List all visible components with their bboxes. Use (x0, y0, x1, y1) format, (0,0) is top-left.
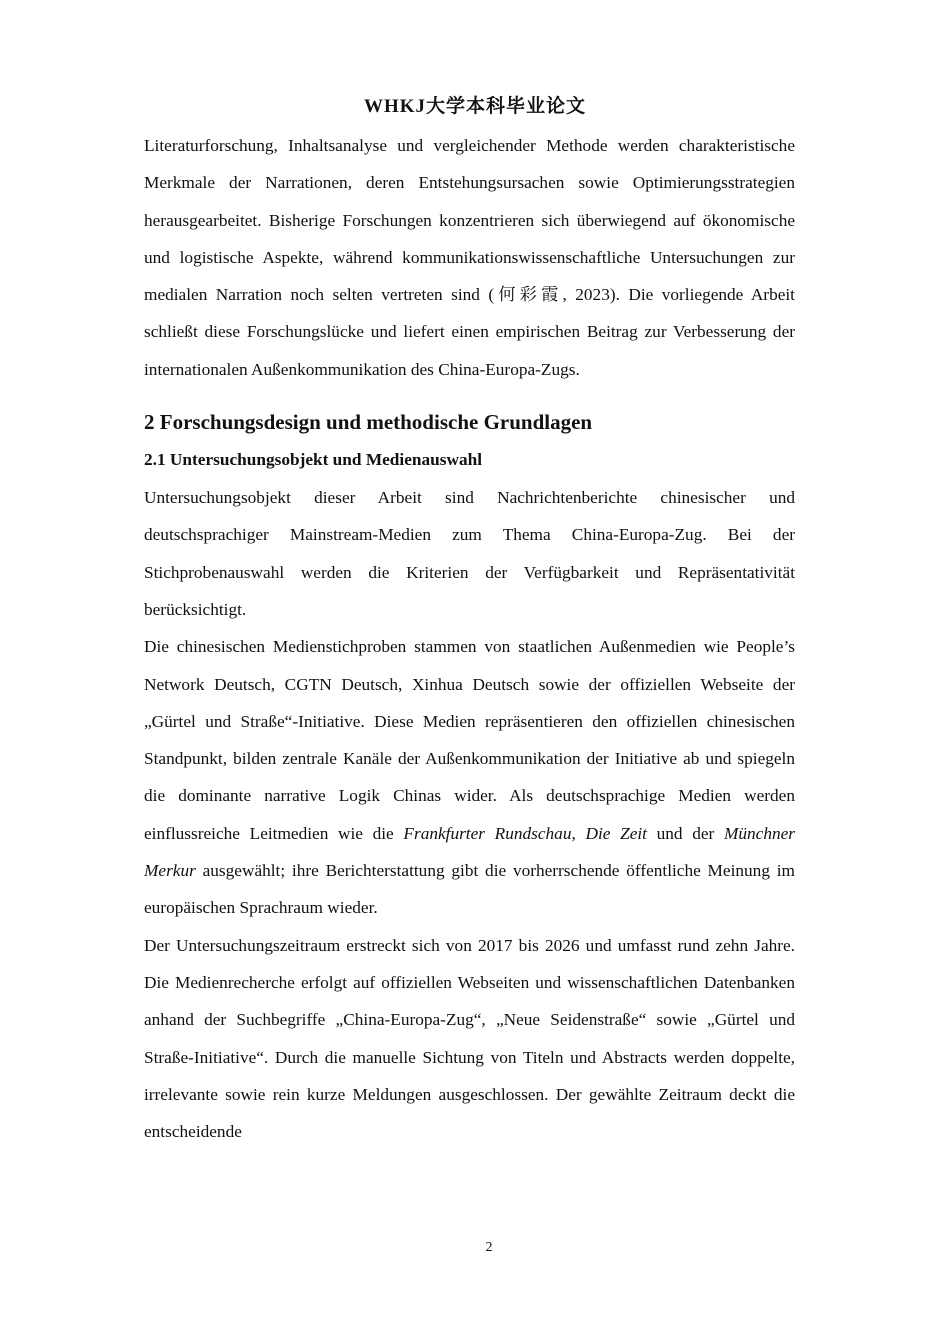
paragraph-2-text-part2: ausgewählt; ihre Berichterstattung gibt die vorherrschende öffentliche Meinung im europäischen Sprachraum wieder. (144, 861, 795, 918)
page-body (144, 127, 795, 1150)
intro-paragraph (144, 127, 795, 388)
section-2-1-heading: 2.1 Untersuchungsobjekt und Medienauswahl (144, 450, 483, 470)
intro-text-part2: , 2023). Die vorliegende Arbeit schließt diese Forschungslücke und liefert einen empirischen Beitrag zur Verbesserung der internationalen Außenkommunikation des China-Europa-Zugs. (144, 285, 795, 379)
section-2-1-paragraph-2 (144, 628, 795, 926)
paragraph-2-separator-1: , (571, 823, 586, 843)
section-2-heading: 2 Forschungsdesign und methodische Grundlagen (144, 410, 593, 435)
section-2-1-paragraph-3: Der Untersuchungszeitraum erstreckt sich von 2017 bis 2026 und umfasst rund zehn Jahre. Die Medienrecherche erfolgt auf offiziellen Webseiten und wissenschaftlichen Datenbanken anhand der Suchbegriffe „China-Europa-Zug“, „Neue Seidenstraße“ sowie „Gürtel und Straße-Initiative“. Durch die manuelle Sichtung von Titeln und Abstracts werden doppelte, irrelevante sowie rein kurze Meldungen ausgeschlossen. Der gewählte Zeitraum deckt die entscheidende (144, 935, 795, 1142)
media-title-frankfurter-rundschau: Frankfurter Rundschau (403, 823, 572, 843)
media-title-die-zeit: Die Zeit (585, 823, 647, 843)
media-title-muenchner-merkur: Münchner Merkur (144, 823, 796, 881)
citation-author: 何彩霞 (494, 285, 563, 305)
page-header: WHKJ大学本科毕业论文 (363, 96, 587, 117)
intro-text-part1: Literaturforschung, Inhaltsanalyse und vergleichender Methode werden charakteristische Merkmale der Narrationen, deren Entstehungsursachen sowie Optimierungsstrategien herausgearbeitet. Bisherige Forschungen konzentrieren sich überwiegend auf ökonomische und logistische Aspekte, während kommunikationswissenschaftliche Untersuchungen zur medialen Narration noch selten vertreten sind ( (144, 136, 795, 305)
page-number: 2 (485, 1240, 493, 1255)
paragraph-2-text-part1: Die chinesischen Medienstichproben stammen von staatlichen Außenmedien wie People’s Network Deutsch, CGTN Deutsch, Xinhua Deutsch sowie der offiziellen Webseite der „Gürtel und Straße“-Initiative. Diese Medien repräsentieren den offiziellen chinesischen Standpunkt, bilden zentrale Kanäle der Außenkommunikation der Initiative ab und spiegeln die dominante narrative Logik Chinas wider. Als deutschsprachige Medien werden einflussreiche Leitmedien wie die (144, 637, 795, 843)
paragraph-2-separator-2: und der (646, 823, 724, 843)
section-2-1-paragraph-1: Untersuchungsobjekt dieser Arbeit sind Nachrichtenberichte chinesischer und deutschsprachiger Mainstream-Medien zum Thema China-Europa-Zug. Bei der Stichprobenauswahl werden die Kriterien der Verfügbarkeit und Repräsentativität berücksichtigt. (144, 488, 795, 619)
